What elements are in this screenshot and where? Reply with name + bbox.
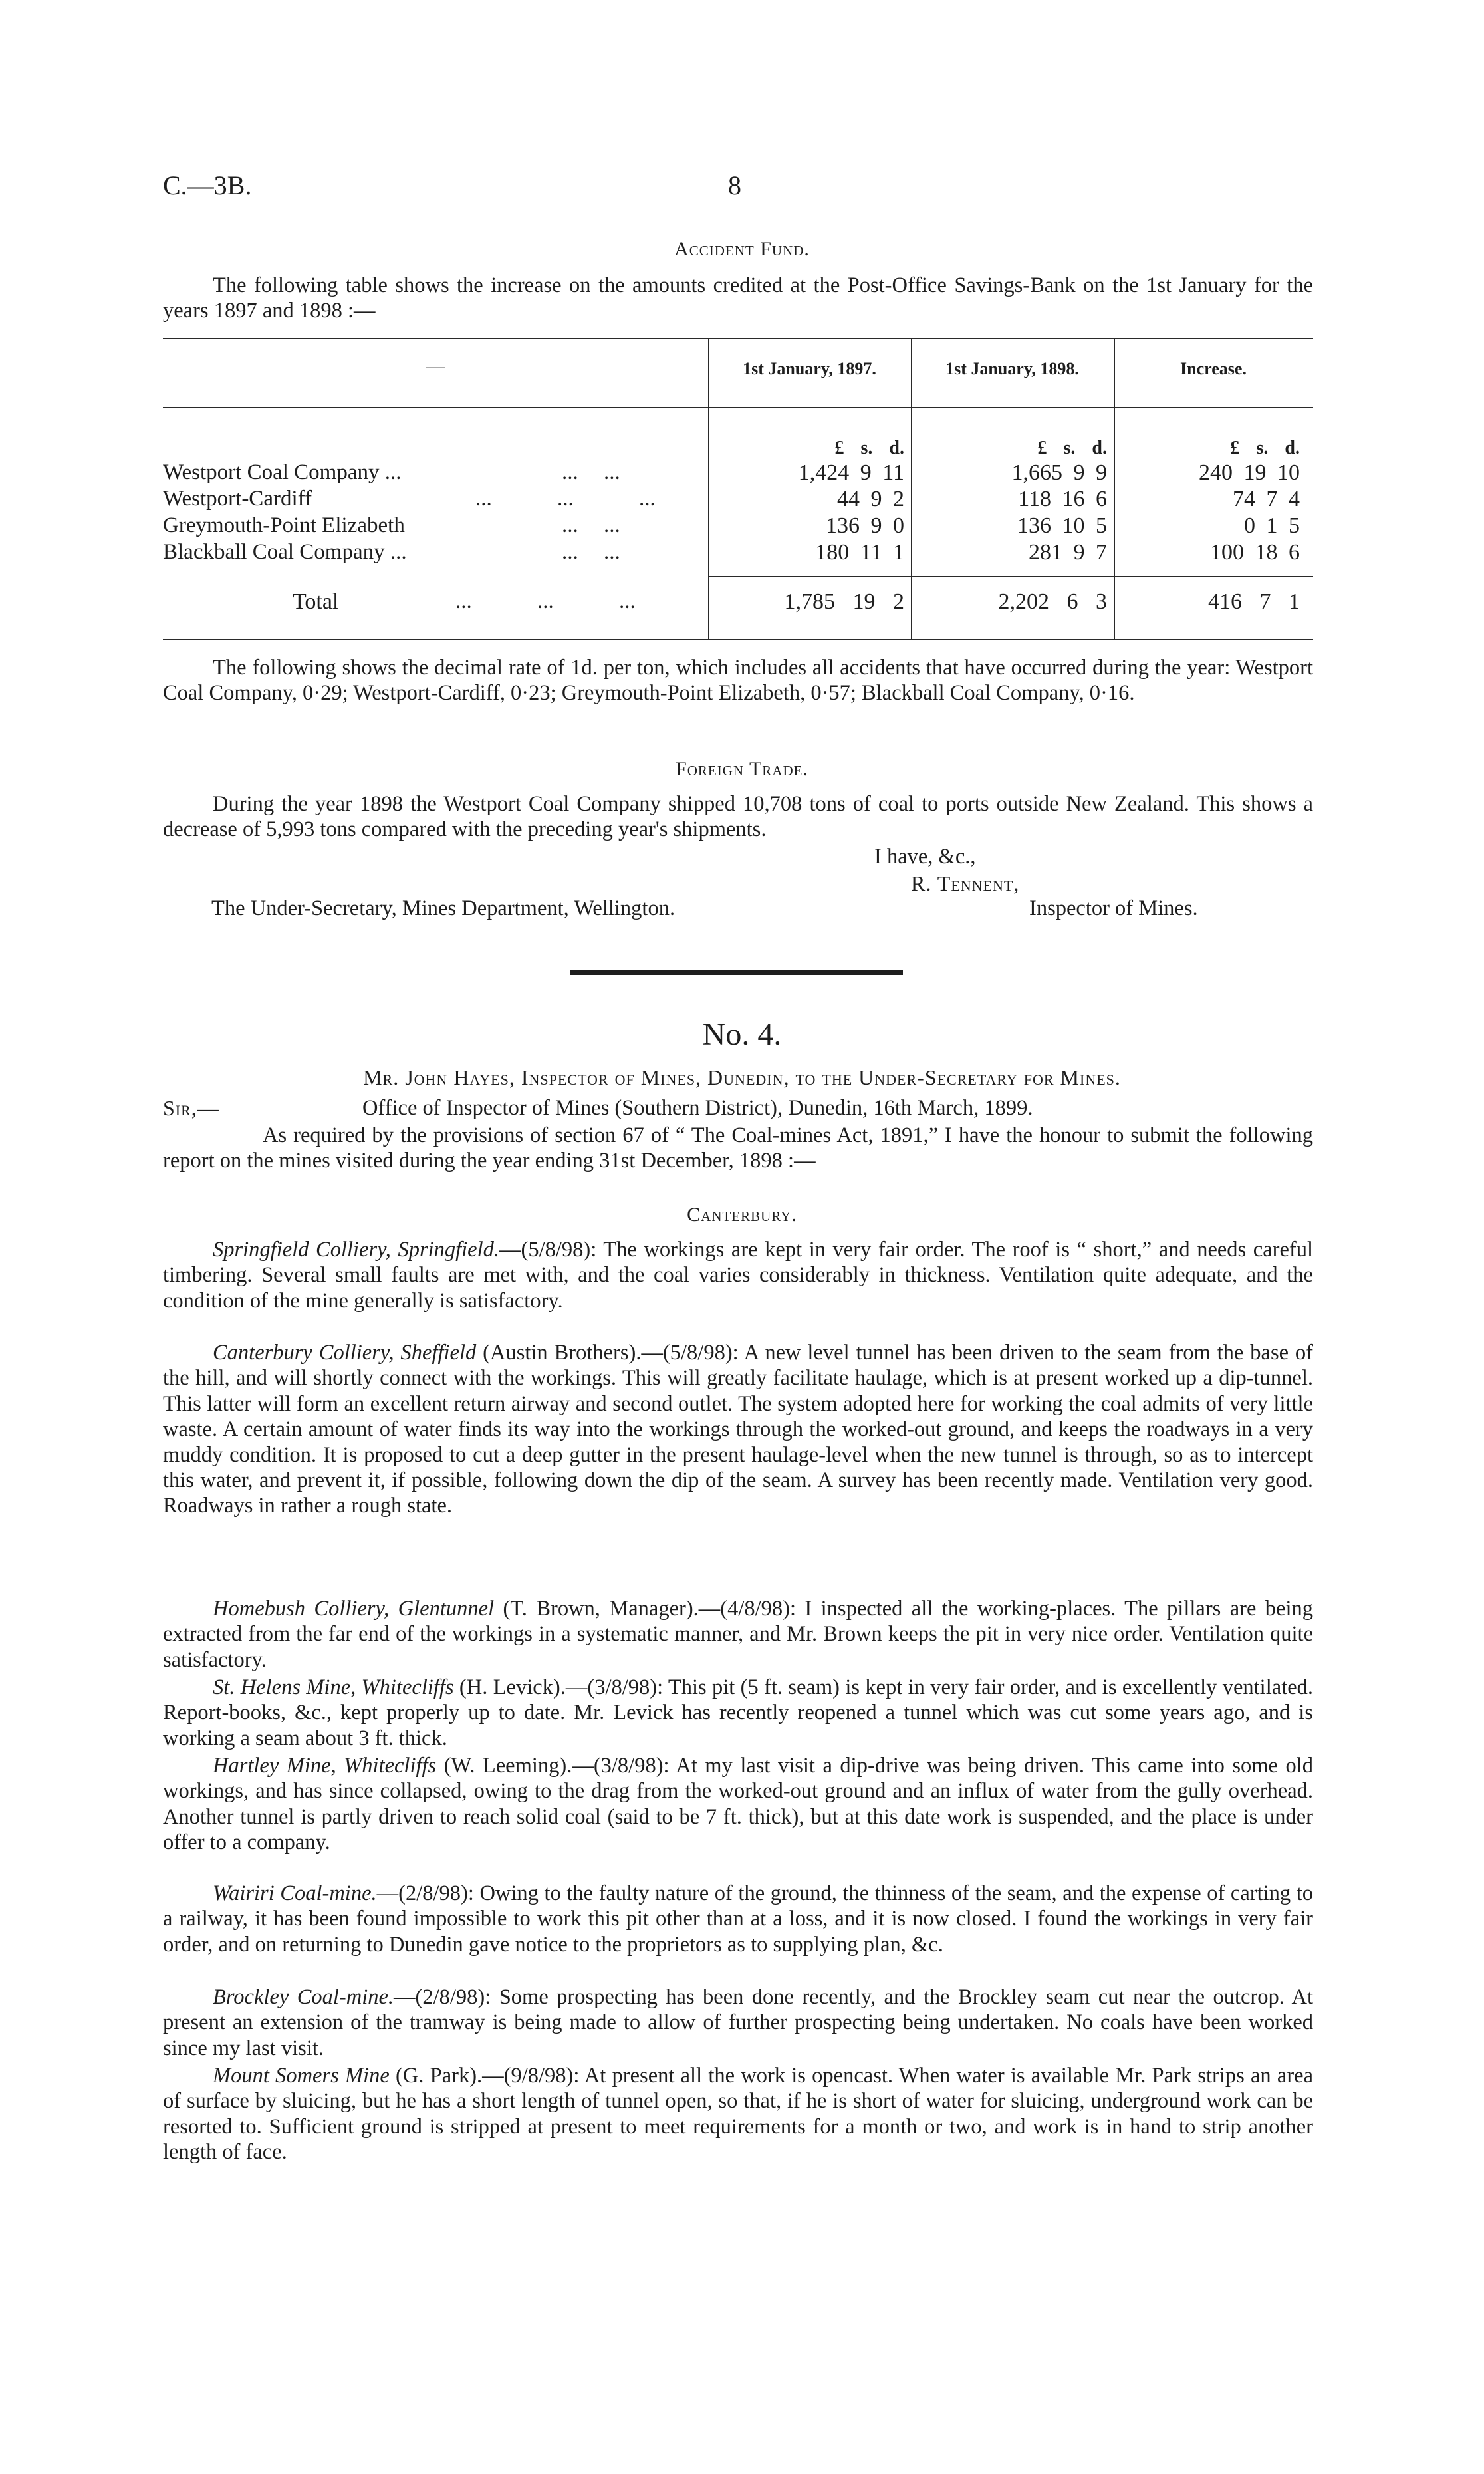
row-1897: 180 11 1 [815, 540, 904, 565]
col-header-1898: 1st January, 1898. [945, 359, 1079, 378]
row-name: Westport Coal Company ... [163, 460, 402, 484]
row-increase: 74 7 4 [1233, 487, 1300, 511]
mine-entry [163, 1340, 1313, 1519]
row-name: Greymouth-Point Elizabeth [163, 513, 405, 537]
salutation: Sir,— [163, 1096, 219, 1120]
table-top-rule [163, 338, 1313, 339]
row-1897: 1,424 9 11 [798, 460, 904, 485]
mine-title: St. Helens Mine, Whitecliffs [213, 1675, 454, 1699]
mine-title: Hartley Mine, Whitecliffs [213, 1754, 437, 1778]
row-increase: 100 18 6 [1210, 540, 1300, 565]
mine-entry [163, 1881, 1313, 1957]
accident-fund-intro: The following table shows the increase on the amounts credited at the Post-Office Savings-Bank on the 1st January for the years 1897 and 1898 :— [163, 273, 1313, 323]
mine-text: (Austin Brothers).—(5/8/98): A new level tunnel has been driven to the seam from the base of the hill, and will shortly connect with the workings. This will greatly facilitate haulage, which is at present worked up a dip-tunnel. This latter will form an excellent return airway and second outlet. The system adopted here for working the coal admits of very little waste. A certain amount of water finds its way into the workings through the worked-out ground, and keeps the roadways in a very muddy condition. It is proposed to cut a deep gutter in the present haulage-level when the new tunnel is through, so as to intercept this water, and prevent it, if possible, following down the dip of the seam. A survey has been recently made. Ventilation very good. Roadways in rather a rough state. [163, 1341, 1313, 1518]
page-number: 8 [728, 170, 741, 200]
closing: I have, &c., [874, 845, 976, 869]
total-1897: 1,785 19 2 [784, 589, 904, 614]
addressee: The Under-Secretary, Mines Department, Wellington. [211, 896, 676, 920]
mine-text: —(5/8/98): The workings are kept in very fair order. The roof is “ short,” and needs careful timbering. Several small faults are met with, and the coal varies considerably in thickness. Ventilation quite adequate, and the condition of the mine generally is satisfactory. [163, 1238, 1313, 1313]
mine-title: Canterbury Colliery, Sheffield [213, 1341, 477, 1365]
units-1898: £ s. d. [1037, 438, 1107, 458]
mine-text: (G. Park).—(9/8/98): At present all the work is opencast. When water is available Mr. Park strips an area of surface by sluicing, but he has a short length of tunnel open, so that, if he is short of water for sluicing, underground work can be resorted to. Sufficient ground is stripped at present to meet requirements for a month or two, and work is in hand to strip another length of face. [163, 2064, 1313, 2165]
accident-fund-table [163, 338, 1313, 644]
row-1898: 118 16 6 [1018, 487, 1107, 511]
row-increase: 0 1 5 [1244, 513, 1300, 538]
total-label: Total [293, 589, 339, 614]
row-leaders: ... ... ... [475, 487, 656, 511]
total-increase: 416 7 1 [1208, 589, 1300, 614]
report-number: No. 4. [702, 1017, 782, 1052]
mine-title: Wairiri Coal-mine. [213, 1881, 377, 1905]
document-ref: C.—3B. [163, 170, 252, 200]
units-increase: £ s. d. [1230, 438, 1300, 458]
table-total-rule [708, 576, 1313, 577]
mine-title: Springfield Colliery, Springfield. [213, 1238, 500, 1262]
mine-text: (T. Brown, Manager).—(4/8/98): I inspected all the working-places. The pillars are being extracted from the far end of the workings in a systematic manner, and Mr. Brown keeps the pit in very nice order. Ventilation quite satisfactory. [163, 1597, 1313, 1672]
col-header-increase: Increase. [1180, 359, 1247, 378]
col-header-name: — [426, 356, 445, 377]
row-leaders: ... ... [562, 513, 620, 537]
mine-title: Mount Somers Mine [213, 2064, 390, 2088]
signature-title: Inspector of Mines. [1029, 896, 1198, 920]
accident-fund-heading: Accident Fund. [674, 238, 810, 260]
row-name: Westport-Cardiff [163, 487, 312, 511]
mine-title: Homebush Colliery, Glentunnel [213, 1597, 495, 1621]
mine-entry [163, 2063, 1313, 2165]
row-1897: 44 9 2 [837, 487, 904, 511]
row-1898: 1,665 9 9 [1011, 460, 1107, 485]
row-1898: 136 10 5 [1017, 513, 1107, 538]
mine-text: —(2/8/98): Some prospecting has been done recently, and the Brockley seam cut near the outcrop. At present an extension of the tramway is being made to allow of further prospecting being undertaken. No coals have been worked since my last visit. [163, 1985, 1313, 2060]
mine-entry [163, 1985, 1313, 2061]
row-increase: 240 19 10 [1199, 460, 1300, 485]
mine-entry [163, 1596, 1313, 1673]
table-bottom-rule [163, 639, 1313, 640]
decimal-rate-paragraph: The following shows the decimal rate of 1d. per ton, which includes all accidents that have occurred during the year: Westport Coal Company, 0·29; Westport-Cardiff, 0·23; Greymouth-Point Elizabeth, 0·57; Blackball Coal Company, 0·16. [163, 656, 1313, 706]
table-header-rule [163, 407, 1313, 408]
section-divider [570, 970, 903, 975]
row-leaders: ... ... ... [455, 589, 636, 613]
mine-entry [163, 1753, 1313, 1856]
office-line: Office of Inspector of Mines (Southern District), Dunedin, 16th March, 1899. [362, 1096, 1033, 1120]
foreign-trade-heading: Foreign Trade. [676, 758, 808, 780]
row-name: Blackball Coal Company ... [163, 540, 407, 564]
mine-text: —(2/8/98): Owing to the faulty nature of the ground, the thinness of the seam, and the expense of carting to a railway, it has been found impossible to work this pit other than at a loss, and it is now closed. I found the workings in very fair order, and on returning to Dunedin gave notice to the proprietors as to supplying plan, &c. [163, 1881, 1313, 1957]
report-subtitle: Mr. John Hayes, Inspector of Mines, Dunedin, to the Under-Secretary for Mines. [363, 1065, 1121, 1089]
signature: R. Tennent, [911, 871, 1020, 895]
report-intro: As required by the provisions of section 67 of “ The Coal-mines Act, 1891,” I have the honour to submit the following report on the mines visited during the year ending 31st December, 1898 :— [163, 1123, 1313, 1173]
foreign-trade-paragraph: During the year 1898 the Westport Coal Company shipped 10,708 tons of coal to ports outside New Zealand. This shows a decrease of 5,993 tons compared with the preceding year's shipments. [163, 792, 1313, 842]
canterbury-heading: Canterbury. [687, 1204, 797, 1226]
row-1898: 281 9 7 [1029, 540, 1107, 565]
mine-title: Brockley Coal-mine. [213, 1985, 394, 2009]
units-1897: £ s. d. [834, 438, 904, 458]
mine-entry [163, 1237, 1313, 1313]
row-leaders: ... ... [562, 460, 620, 484]
total-1898: 2,202 6 3 [998, 589, 1107, 614]
col-header-1897: 1st January, 1897. [743, 359, 876, 378]
row-leaders: ... ... [562, 540, 620, 564]
mine-text: (W. Leeming).—(3/8/98): At my last visit a dip-drive was being driven. This came into some old workings, and has since collapsed, owing to the drag from the worked-out ground and an influx of water from the gully overhead. Another tunnel is partly driven to reach solid coal (said to be 7 ft. thick), but at this date work is suspended, and the place is under offer to a company. [163, 1754, 1313, 1855]
mine-entry [163, 1675, 1313, 1751]
mine-text: (H. Levick).—(3/8/98): This pit (5 ft. seam) is kept in very fair order, and is excellently ventilated. Report-books, &c., kept properly up to date. Mr. Levick has recently reopened a tunnel which was cut some years ago, and is working a seam about 3 ft. thick. [163, 1675, 1314, 1750]
row-1897: 136 9 0 [826, 513, 904, 538]
